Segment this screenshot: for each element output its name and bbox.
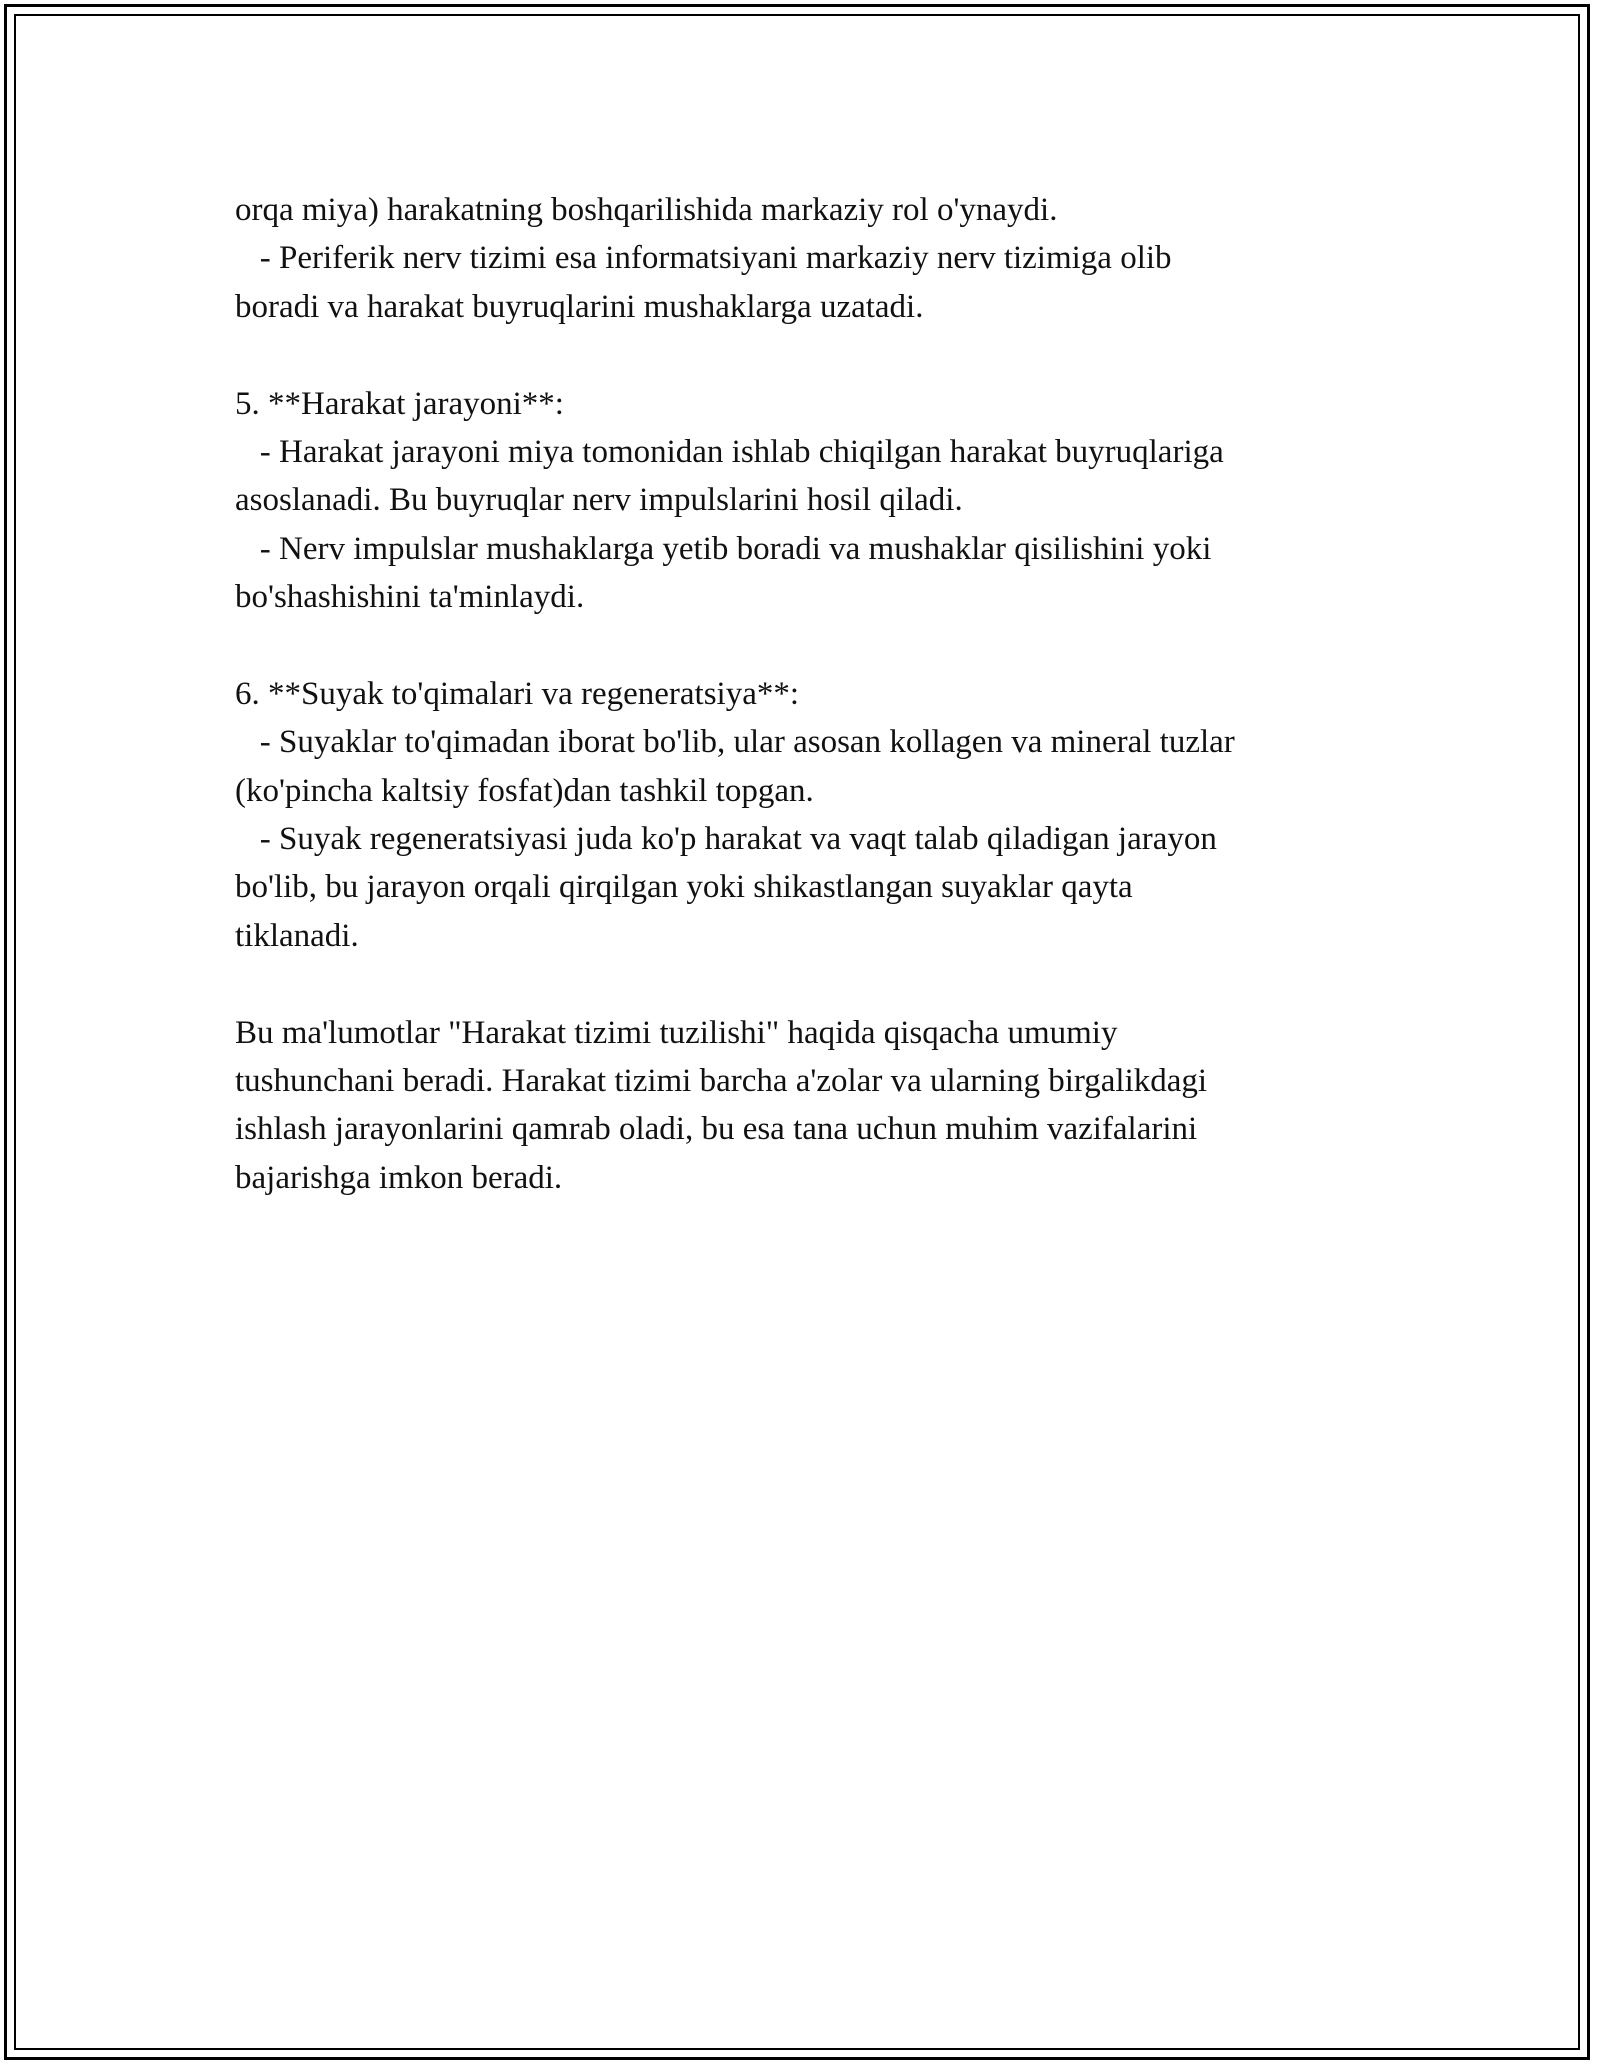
summary-line: bajarishga imkon beradi. xyxy=(235,1159,563,1196)
text-line: - Suyak regeneratsiyasi juda ko'p harakat va vaqt talab qiladigan jarayon xyxy=(235,821,1217,858)
text-line: boradi va harakat buyruqlarini mushaklarga uzatadi. xyxy=(235,288,924,325)
text-line: - Harakat jarayoni miya tomonidan ishlab chiqilgan harakat buyruqlariga xyxy=(235,433,1224,470)
summary-line: Bu ma'lumotlar "Harakat tizimi tuzilishi" haqida qisqacha umumiy xyxy=(235,1014,1118,1051)
text-line: - Suyaklar to'qimadan iborat bo'lib, ular asosan kollagen va mineral tuzlar xyxy=(235,724,1235,761)
blank-line xyxy=(235,622,1385,670)
text-line: tiklanadi. xyxy=(235,917,359,954)
text-line: - Periferik nerv tizimi esa informatsiyani markaziy nerv tizimiga olib xyxy=(235,240,1172,277)
blank-line xyxy=(235,331,1385,379)
summary-line: tushunchani beradi. Harakat tizimi barcha a'zolar va ularning birgalikdagi xyxy=(235,1063,1208,1100)
text-line: - Nerv impulslar mushaklarga yetib boradi va mushaklar qisilishini yoki xyxy=(235,530,1212,567)
text-line: bo'lib, bu jarayon orqali qirqilgan yoki shikastlangan suyaklar qayta xyxy=(235,869,1133,906)
document-body xyxy=(235,186,1385,1202)
text-line: orqa miya) harakatning boshqarilishida markaziy rol o'ynaydi. xyxy=(235,192,1058,228)
text-line: bo'shashishini ta'minlaydi. xyxy=(235,579,585,616)
text-line: asoslanadi. Bu buyruqlar nerv impulslarini hosil qiladi. xyxy=(235,482,963,519)
section-heading-5: 5. **Harakat jarayoni**: xyxy=(235,385,564,422)
blank-line xyxy=(235,960,1385,1008)
summary-line: ishlash jarayonlarini qamrab oladi, bu esa tana uchun muhim vazifalarini xyxy=(235,1111,1198,1148)
section-heading-6: 6. **Suyak to'qimalari va regeneratsiya**: xyxy=(235,675,800,712)
text-line: (ko'pincha kaltsiy fosfat)dan tashkil topgan. xyxy=(235,772,814,809)
